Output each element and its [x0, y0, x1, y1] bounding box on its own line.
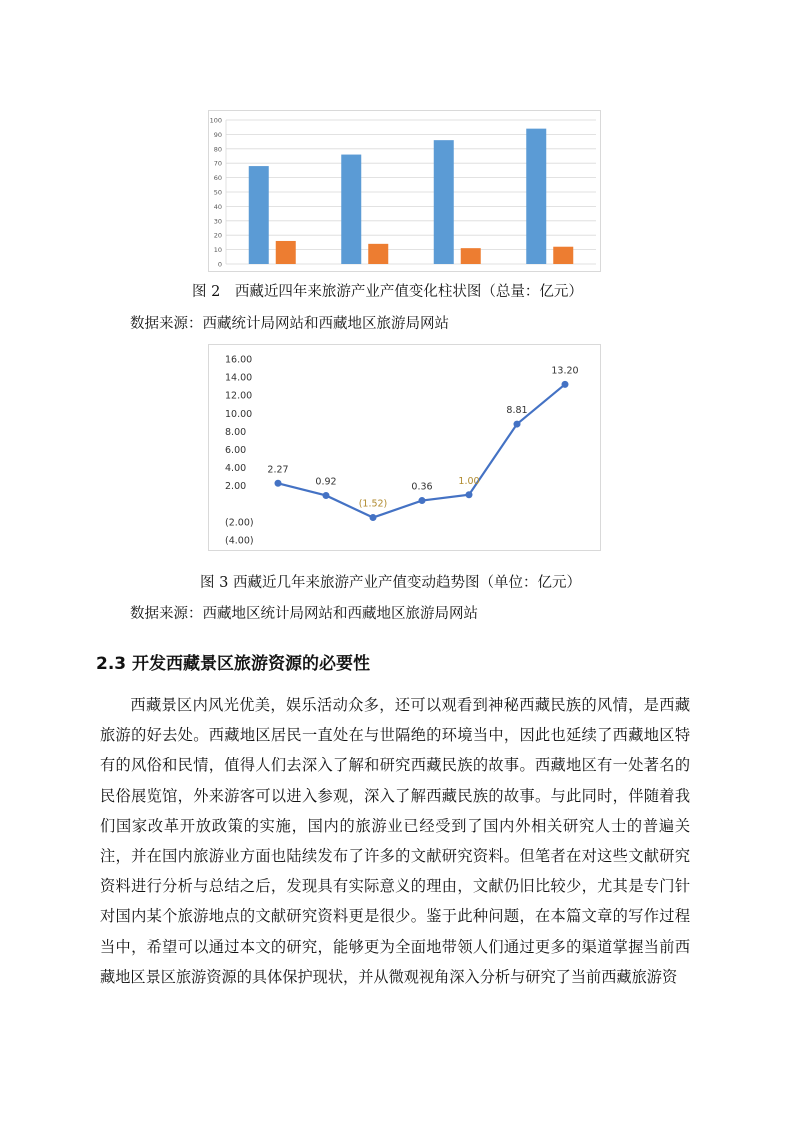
bar-series-1-3: [434, 140, 454, 264]
y-tick-label: 8.00: [225, 426, 247, 438]
figure2-source: 数据来源：西藏统计局网站和西藏地区旅游局网站: [130, 316, 449, 332]
bar-series-2-3: [461, 248, 481, 264]
y-tick-label: 50: [213, 188, 222, 197]
data-label-6: 8.81: [506, 405, 528, 417]
bar-series-1-4: [526, 129, 546, 264]
y-tick-label: 90: [213, 130, 222, 139]
y-tick-label: 80: [213, 145, 222, 154]
data-label-2: 0.92: [315, 476, 337, 488]
y-tick-label: 4.00: [225, 463, 247, 475]
data-point-6: [514, 421, 521, 428]
y-tick-label: 10: [213, 246, 222, 255]
data-label-7: 13.20: [551, 365, 579, 377]
body-paragraph: 西藏景区内风光优美，娱乐活动众多，还可以观看到神秘西藏民族的风情，是西藏旅游的好去处。西藏地区居民一直处在与世隔绝的环境当中，因此也延续了西藏地区特有的风俗和民情，值得人们去深入了解和研究西藏民族的故事。西藏地区有一处著名的民俗展览馆，外来游客可以进入参观，深入了解西藏民族的故事。与此同时，伴随着我们国家改革开放政策的实施，国内的旅游业已经受到了国内外相关研究人士的普遍关注，并在国内旅游业方面也陆续发布了许多的文献研究资料。但笔者在对这些文献研究资料进行分析与总结之后，发现具有实际意义的理由，文献仍旧比较少，尤其是专门针对国内某个旅游地点的文献研究资料更是很少。鉴于此种问题，在本篇文章的写作过程当中，希望可以通过本文的研究，能够更为全面地带领人们通过更多的渠道掌握当前西藏地区景区旅游资源的具体保护现状，并从微观视角深入分析与研究了当前西藏旅游资: [100, 696, 690, 986]
y-tick-label: 0: [217, 260, 222, 269]
y-tick-label: 2.00: [225, 481, 247, 493]
data-point-5: [466, 491, 473, 498]
figure3-caption: 图 3 西藏近几年来旅游产业产值变动趋势图（单位：亿元）: [200, 575, 581, 591]
y-tick-label: 14.00: [225, 372, 253, 384]
figure2-bar-chart: [208, 110, 601, 272]
y-tick-label: 16.00: [225, 354, 253, 366]
data-label-1: 2.27: [267, 464, 289, 476]
bar-series-1-2: [341, 155, 361, 264]
figure3-source: 数据来源：西藏地区统计局网站和西藏地区旅游局网站: [130, 606, 478, 622]
y-tick-label: 30: [213, 217, 222, 226]
chart-border: [209, 345, 601, 551]
bar-series-2-1: [276, 241, 296, 264]
y-tick-label: 10.00: [225, 408, 253, 420]
bar-series-2-2: [368, 244, 388, 264]
data-point-7: [562, 381, 569, 388]
data-label-3: (1.52): [358, 498, 388, 510]
y-tick-label: (4.00): [225, 535, 254, 547]
y-tick-label: 70: [213, 159, 222, 168]
data-label-5: 1.00: [458, 475, 480, 487]
y-tick-label: 20: [213, 231, 222, 240]
data-point-3: [370, 514, 377, 521]
y-tick-label: 40: [213, 202, 222, 211]
body-text: [100, 690, 690, 992]
y-tick-label: (2.00): [225, 517, 254, 529]
data-point-2: [323, 492, 330, 499]
bar-series-2-4: [553, 247, 573, 264]
data-point-1: [275, 480, 282, 487]
data-point-4: [419, 497, 426, 504]
y-tick-label: 100: [209, 116, 222, 125]
bar-series-1-1: [249, 166, 269, 264]
y-tick-label: 60: [213, 174, 222, 183]
data-label-4: 0.36: [411, 481, 433, 493]
figure3-line-chart: [208, 344, 601, 551]
section-heading: 2.3 开发西藏景区旅游资源的必要性: [96, 654, 371, 674]
y-tick-label: 12.00: [225, 390, 253, 402]
y-tick-label: 6.00: [225, 445, 247, 456]
figure2-caption: 图 2 西藏近四年来旅游产业产值变化柱状图（总量：亿元）: [192, 284, 583, 300]
